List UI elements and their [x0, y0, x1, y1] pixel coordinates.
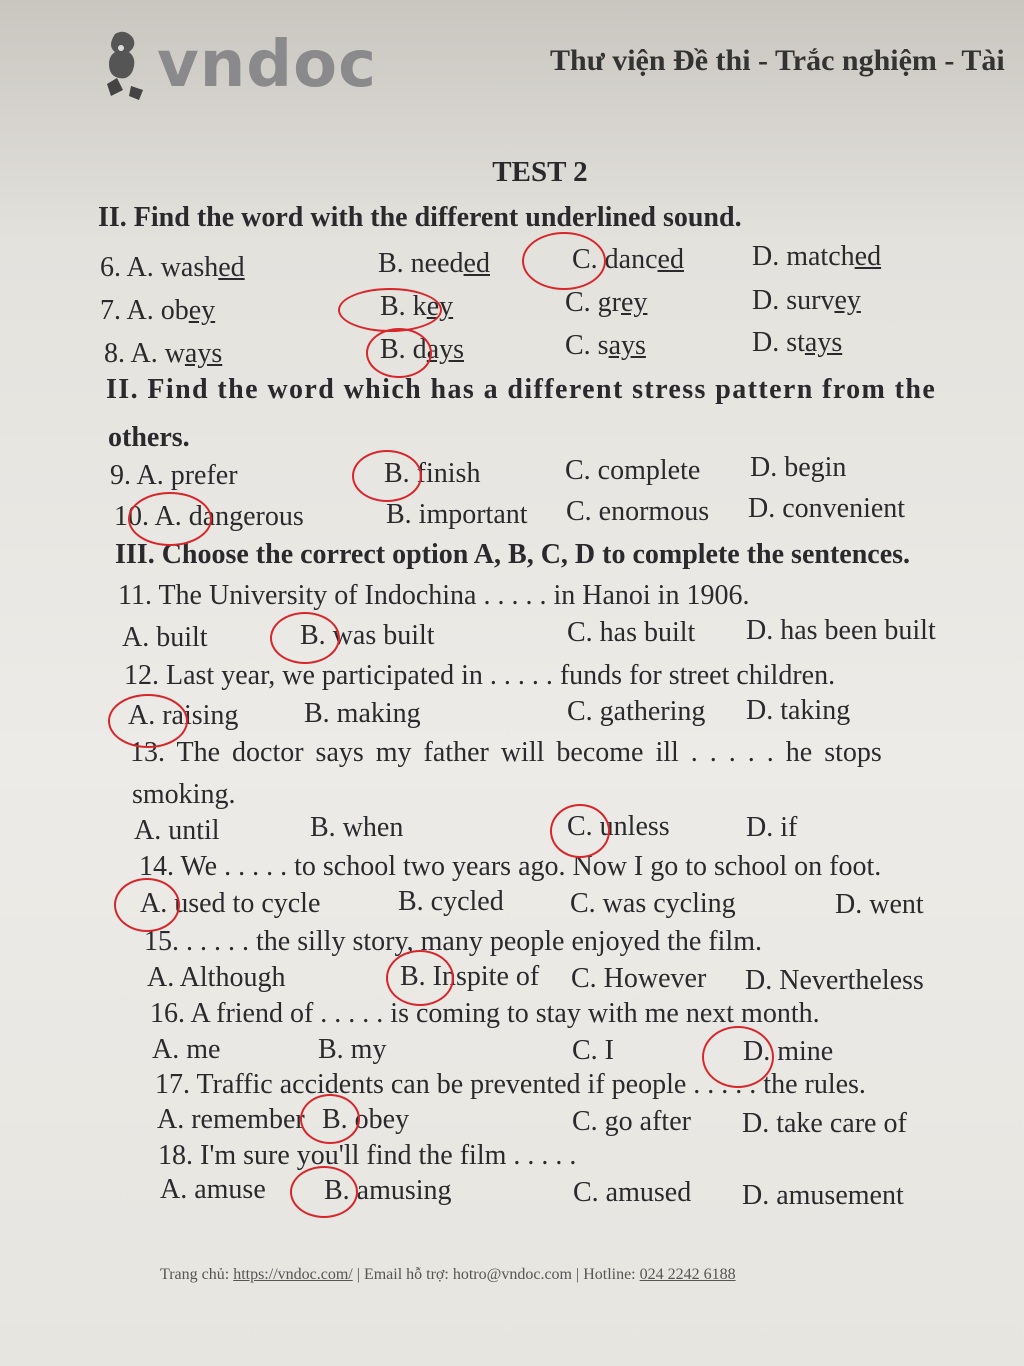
option-b: B. key: [380, 291, 454, 322]
option-d: D. stays: [752, 327, 843, 358]
option-b: B. finish: [384, 458, 481, 489]
mascot-icon: [97, 26, 157, 106]
vndoc-logo: [95, 22, 395, 112]
question-12-stem: 12. Last year, we participated in . . . . . funds for street children.: [124, 660, 836, 691]
option-c: C. gathering: [567, 696, 706, 727]
option-b: B. amusing: [324, 1175, 452, 1206]
question-17-stem: 17. Traffic accidents can be prevented if people . . . . . the rules.: [155, 1069, 866, 1100]
option-a: A. obey: [126, 295, 216, 326]
option-b: B. important: [386, 499, 528, 530]
option-c: C. danced: [572, 244, 684, 275]
question-number: 9.: [110, 460, 131, 491]
question-15-stem: 15. . . . . . the silly story, many people enjoyed the film.: [144, 926, 762, 957]
option-b: B. making: [304, 698, 421, 729]
question-8: [104, 338, 222, 370]
option-d: D. take care of: [742, 1108, 907, 1139]
option-d: D. went: [835, 889, 924, 920]
homepage-link[interactable]: https://vndoc.com/: [233, 1266, 353, 1283]
option-a: A. washed: [126, 252, 245, 283]
question-16-stem: 16. A friend of . . . . . is coming to stay with me next month.: [150, 998, 820, 1029]
option-d: D. matched: [752, 241, 882, 272]
option-a: A. prefer: [136, 460, 238, 491]
option-c: C. has built: [567, 617, 696, 648]
section-heading-stress: II. Find the word which has a different stress pattern from the: [106, 374, 937, 405]
option-c: C. unless: [567, 811, 670, 842]
option-b: B. days: [380, 334, 465, 365]
option-a: A. ways: [130, 338, 223, 369]
hotline-number: 024 2242 6188: [639, 1266, 736, 1283]
question-number: 10.: [114, 501, 149, 532]
question-10: [114, 501, 304, 533]
question-9: [110, 460, 238, 492]
question-11-stem: 11. The University of Indochina . . . . . in Hanoi in 1906.: [118, 580, 750, 611]
logo-text: vndoc: [157, 28, 377, 102]
site-tagline: Thư viện Đề thi - Trắc nghiệm - Tài: [550, 44, 1005, 77]
option-c: C. grey: [565, 287, 648, 318]
page-footer: [160, 1266, 736, 1284]
option-c: C. complete: [565, 455, 701, 486]
question-number: 8.: [104, 338, 125, 369]
test-title: TEST 2: [492, 156, 588, 188]
footer-contact: | Email hỗ trợ: hotro@vndoc.com | Hotline:: [352, 1266, 640, 1283]
option-b: B. my: [318, 1034, 387, 1065]
option-c: C. says: [565, 330, 646, 361]
section-heading-choose: III. Choose the correct option A, B, C, D to complete the sentences.: [115, 539, 911, 570]
question-13-stem: 13. The doctor says my father will become ill . . . . . he stops: [130, 737, 882, 768]
section-heading-sound: II. Find the word with the different underlined sound.: [98, 202, 742, 233]
option-b: B. when: [310, 812, 404, 843]
option-c: C. amused: [573, 1177, 692, 1208]
option-d: D. taking: [746, 695, 851, 726]
option-b: B. was built: [300, 620, 435, 651]
option-a: A. built: [122, 622, 208, 653]
page-header: [95, 22, 1024, 112]
option-b: B. cycled: [398, 886, 504, 917]
question-18-stem: 18. I'm sure you'll find the film . . . . .: [158, 1140, 577, 1171]
option-c: C. I: [572, 1035, 614, 1066]
option-d: D. Nevertheless: [745, 965, 924, 996]
section-heading-stress-cont: others.: [108, 422, 190, 453]
option-a: A. remember: [157, 1104, 305, 1135]
option-d: D. begin: [750, 452, 847, 483]
option-d: D. convenient: [748, 493, 906, 524]
option-c: C. was cycling: [570, 888, 736, 919]
option-a: A. raising: [128, 700, 239, 731]
question-13-stem-cont: smoking.: [132, 779, 236, 810]
question-6: [100, 252, 245, 284]
option-b: B. needed: [378, 248, 490, 279]
question-number: 6.: [100, 252, 121, 283]
option-c: C. go after: [572, 1106, 691, 1137]
option-d: D. amusement: [742, 1180, 904, 1211]
option-c: C. However: [571, 963, 707, 994]
option-d: D. has been built: [746, 615, 936, 646]
question-7: [100, 295, 215, 327]
option-a: A. until: [134, 815, 220, 846]
option-d: D. mine: [743, 1036, 834, 1067]
option-a: A. used to cycle: [140, 888, 321, 919]
option-d: D. if: [746, 812, 798, 843]
option-a: A. Although: [147, 962, 286, 993]
question-14-stem: 14. We . . . . . to school two years ago. Now I go to school on foot.: [139, 851, 882, 882]
footer-label: Trang chủ:: [160, 1266, 234, 1283]
option-b: B. obey: [322, 1104, 410, 1135]
option-a: A. dangerous: [154, 501, 304, 532]
option-b: B. Inspite of: [400, 961, 540, 992]
option-c: C. enormous: [566, 496, 710, 527]
question-number: 7.: [100, 295, 121, 326]
option-a: A. me: [152, 1034, 221, 1065]
option-d: D. survey: [752, 285, 861, 316]
option-a: A. amuse: [160, 1174, 266, 1205]
